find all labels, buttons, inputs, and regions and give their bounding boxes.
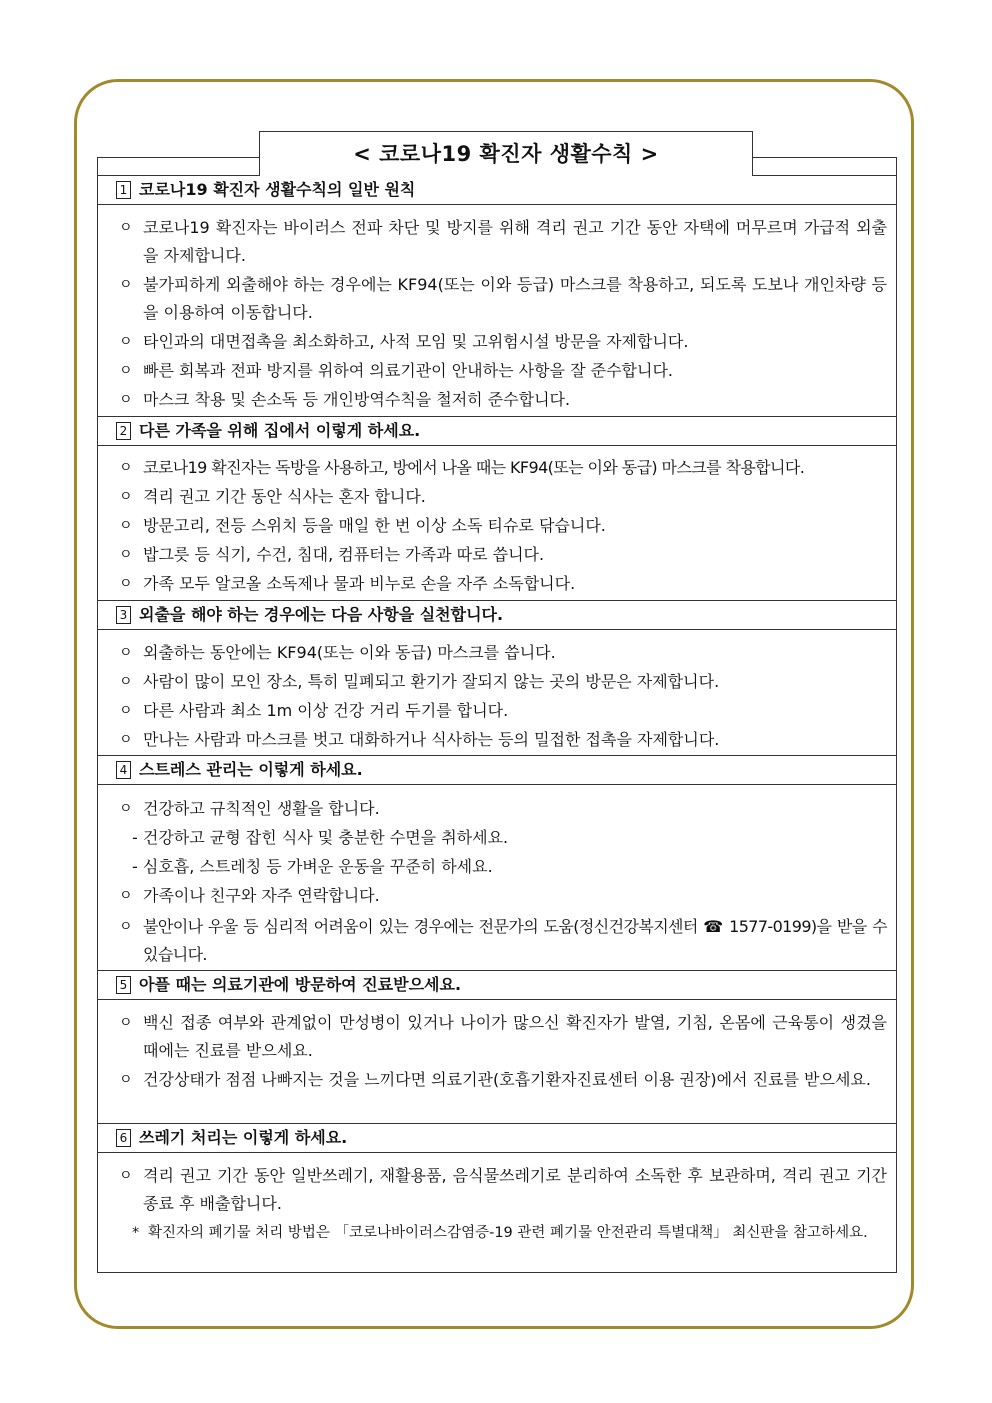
bullet-icon: ㅇ bbox=[119, 220, 133, 236]
list-item bbox=[119, 668, 887, 696]
bullet-icon: ㅇ bbox=[119, 489, 133, 505]
bullet-icon: ㅇ bbox=[119, 674, 133, 690]
item-text: 밥그릇 등 식기, 수건, 침대, 컴퓨터는 가족과 따로 씁니다. bbox=[143, 545, 545, 564]
bullet-icon: ㅇ bbox=[119, 363, 133, 379]
list-item bbox=[119, 570, 887, 598]
bullet-icon: ㅇ bbox=[119, 801, 133, 817]
bullet-icon: ㅇ bbox=[119, 576, 133, 592]
list-item bbox=[119, 541, 887, 569]
list-item bbox=[119, 512, 887, 540]
section-number: 2 bbox=[116, 422, 131, 440]
item-text: 외출하는 동안에는 KF94(또는 이와 동급) 마스크를 씁니다. bbox=[143, 643, 556, 662]
list-item bbox=[119, 1066, 887, 1094]
bullet-icon: ㅇ bbox=[119, 703, 133, 719]
list-item bbox=[119, 214, 887, 270]
item-text: 불안이나 우울 등 심리적 어려움이 있는 경우에는 전문가의 도움(정신건강복지센터 ☎ 1577-0199)을 받을 수 있습니다. bbox=[143, 917, 887, 964]
item-text: 빠른 회복과 전파 방지를 위하여 의료기관이 안내하는 사항을 잘 준수합니다. bbox=[143, 361, 673, 380]
bullet-icon: ㅇ bbox=[119, 1015, 133, 1031]
item-text: 가족이나 친구와 자주 연락합니다. bbox=[143, 886, 380, 905]
bullet-icon: ㅇ bbox=[119, 919, 133, 935]
list-item bbox=[119, 795, 887, 823]
bullet-icon: ㅇ bbox=[119, 1072, 133, 1088]
bullet-icon: ㅇ bbox=[119, 888, 133, 904]
item-text: 방문고리, 전등 스위치 등을 매일 한 번 이상 소독 티슈로 닦습니다. bbox=[143, 516, 606, 535]
section-number: 1 bbox=[116, 181, 131, 199]
item-text: 격리 권고 기간 동안 일반쓰레기, 재활용품, 음식물쓰레기로 분리하여 소독한 후 보관하며, 격리 권고 기간 종료 후 배출합니다. bbox=[143, 1166, 887, 1213]
item-text: 건강상태가 점점 나빠지는 것을 느끼다면 의료기관(호흡기환자진료센터 이용 권장)에서 진료를 받으세요. bbox=[143, 1070, 871, 1089]
section-2-heading bbox=[98, 416, 896, 446]
page-title: < 코로나19 확진자 생활수칙 > bbox=[259, 131, 753, 176]
item-text: 다른 사람과 최소 1m 이상 건강 거리 두기를 합니다. bbox=[143, 701, 509, 720]
item-text: 타인과의 대면접촉을 최소화하고, 사적 모임 및 고위험시설 방문을 자제합니다. bbox=[143, 332, 689, 351]
list-item bbox=[119, 483, 887, 511]
section-title: 다른 가족을 위해 집에서 이렇게 하세요. bbox=[139, 421, 421, 440]
item-text: 사람이 많이 모인 장소, 특히 밀폐되고 환기가 잘되지 않는 곳의 방문은 자제합니다. bbox=[143, 672, 720, 691]
item-text: 만나는 사람과 마스크를 벗고 대화하거나 식사하는 등의 밀접한 접촉을 자제합니다. bbox=[143, 730, 720, 749]
bullet-icon: ㅇ bbox=[119, 277, 133, 293]
list-item bbox=[119, 913, 887, 969]
list-item bbox=[119, 639, 887, 667]
section-5-heading bbox=[98, 970, 896, 1000]
item-text: 가족 모두 알코올 소독제나 물과 비누로 손을 자주 소독합니다. bbox=[143, 574, 576, 593]
section-number: 3 bbox=[116, 606, 131, 624]
sub-item: - 심호흡, 스트레칭 등 가벼운 운동을 꾸준히 하세요. bbox=[132, 857, 493, 876]
list-item bbox=[119, 1162, 887, 1218]
bullet-icon: ㅇ bbox=[119, 645, 133, 661]
list-item bbox=[119, 1009, 887, 1065]
bullet-icon: ㅇ bbox=[119, 518, 133, 534]
section-title: 스트레스 관리는 이렇게 하세요. bbox=[139, 760, 363, 779]
section-title: 아플 때는 의료기관에 방문하여 진료받으세요. bbox=[139, 975, 462, 994]
document-body bbox=[97, 157, 897, 1273]
section-6-heading bbox=[98, 1123, 896, 1153]
list-item bbox=[119, 357, 887, 385]
section-number: 6 bbox=[116, 1129, 131, 1147]
bullet-icon: ㅇ bbox=[119, 732, 133, 748]
footnote bbox=[132, 1220, 887, 1247]
item-text: 코로나19 확진자는 독방을 사용하고, 방에서 나올 때는 KF94(또는 이와 동급) 마스크를 착용합니다. bbox=[143, 458, 805, 477]
item-text: 마스크 착용 및 손소독 등 개인방역수칙을 철저히 준수합니다. bbox=[143, 390, 571, 409]
list-item bbox=[119, 271, 887, 327]
section-1-heading bbox=[98, 175, 896, 205]
section-title: 외출을 해야 하는 경우에는 다음 사항을 실천합니다. bbox=[139, 605, 504, 624]
item-text: 백신 접종 여부와 관계없이 만성병이 있거나 나이가 많으신 확진자가 발열, 기침, 온몸에 근육통이 생겼을 때에는 진료를 받으세요. bbox=[143, 1013, 887, 1060]
item-text: 격리 권고 기간 동안 식사는 혼자 합니다. bbox=[143, 487, 426, 506]
list-item bbox=[119, 697, 887, 725]
asterisk-icon: * bbox=[132, 1225, 140, 1241]
bullet-icon: ㅇ bbox=[119, 334, 133, 350]
item-text: 불가피하게 외출해야 하는 경우에는 KF94(또는 이와 등급) 마스크를 착용하고, 되도록 도보나 개인차량 등을 이용하여 이동합니다. bbox=[143, 275, 887, 322]
list-item bbox=[119, 454, 887, 482]
section-number: 4 bbox=[116, 761, 131, 779]
sub-item: - 건강하고 균형 잡힌 식사 및 충분한 수면을 취하세요. bbox=[132, 828, 509, 847]
list-item bbox=[119, 726, 887, 754]
list-item bbox=[119, 328, 887, 356]
bullet-icon: ㅇ bbox=[119, 1168, 133, 1184]
footnote-text: 확진자의 폐기물 처리 방법은 「코로나바이러스감염증-19 관련 폐기물 안전관리 특별대책」 최신판을 참고하세요. bbox=[148, 1225, 868, 1241]
list-item bbox=[119, 386, 887, 414]
item-text: 건강하고 규칙적인 생활을 합니다. bbox=[143, 799, 380, 818]
section-title: 쓰레기 처리는 이렇게 하세요. bbox=[139, 1128, 348, 1147]
section-4-heading bbox=[98, 755, 896, 785]
bullet-icon: ㅇ bbox=[119, 547, 133, 563]
bullet-icon: ㅇ bbox=[119, 392, 133, 408]
item-text: 코로나19 확진자는 바이러스 전파 차단 및 방지를 위해 격리 권고 기간 동안 자택에 머무르며 가급적 외출을 자제합니다. bbox=[143, 218, 887, 265]
section-number: 5 bbox=[116, 976, 131, 994]
list-item bbox=[119, 882, 887, 910]
bullet-icon: ㅇ bbox=[119, 460, 133, 476]
section-title: 코로나19 확진자 생활수칙의 일반 원칙 bbox=[139, 180, 416, 199]
section-3-heading bbox=[98, 600, 896, 630]
